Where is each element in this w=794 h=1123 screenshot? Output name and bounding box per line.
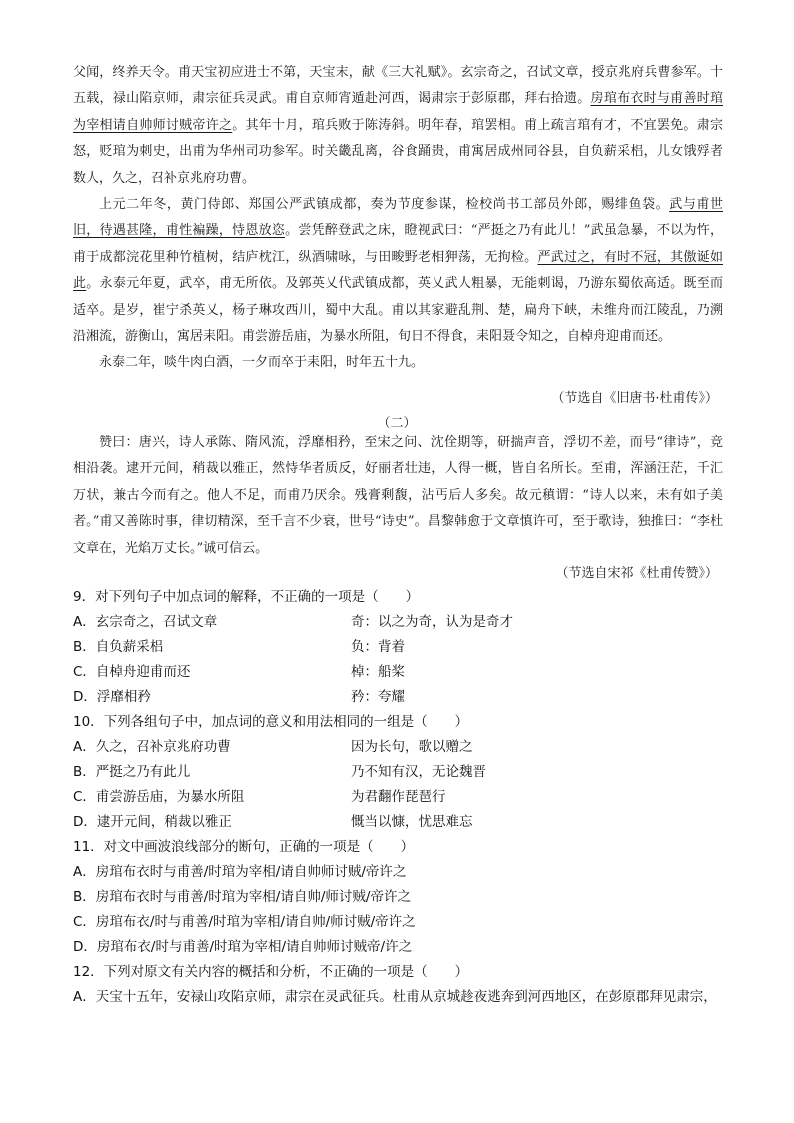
question-9-option-a[interactable]: A．玄宗奇之，召试文章 奇：以之为奇，认为是奇才 (73, 614, 513, 630)
question-9-option-d[interactable]: D．浮靡相矜 矜：夸耀 (73, 689, 405, 705)
question-10-stem: 10．下列各组句子中，加点词的意义和用法相同的一组是（ ） (73, 714, 469, 730)
question-12-stem: 12．下列对原文有关内容的概括和分析，不正确的一项是（ ） (73, 964, 469, 980)
passage-two (73, 430, 723, 562)
underlined-sentence-2: 严武过之，有时不冠，其傲诞如此 (73, 249, 723, 292)
passage-one-paragraph-1: 父闻，终养天令。甫天宝初应进士不第，天宝末，献《三大礼赋》。玄宗奇之，召试文章，授京兆府兵曹参军。十五载，禄山陷京师，肃宗征兵灵武。甫自京师宵遁赴河西，谒肃宗于彭原郡，拜右拾遗。房琯布衣时与甫善时琯为宰相请自帅师讨贼帝许之。其年十月，琯兵败于陈涛斜。明年春，琯罢相。甫上疏言琯有才，不宜罢免。肃宗怒，贬琯为刺史，出甫为华州司功参军。时关畿乱离，谷食踊贵，甫寓居成州同谷县，自负薪采梠，儿女饿殍者数人，久之，召补京兆府功曹。 (73, 65, 723, 186)
passage-one-source: （节选自《旧唐书·杜甫传》） (551, 391, 718, 406)
wavy-underlined-sentence: 房琯布衣时与甫善时琯为宰相请自帅师讨贼帝许之 (73, 91, 723, 133)
question-12-option-a[interactable]: A．天宝十五年，安禄山攻陷京师，肃宗在灵武征兵。杜甫从京城趁夜逃奔到河西地区，在彭原郡拜见肃宗， (73, 989, 717, 1005)
passage-one-paragraph-2: 上元二年冬，黄门侍郎、郑国公严武镇成都，奏为节度参谋，检校尚书工部员外郎，赐绯鱼袋。武与甫世旧，待遇甚隆，甫性褊躁，恃恩放恣。尝凭醉登武之床，瞪视武曰：“严挺之乃有此儿！”武虽急暴，不以为忤，甫于成都浣花里种竹植树，结庐枕江，纵酒啸咏，与田畯野老相狎荡，无拘检。严武过之，有时不冠，其傲诞如此。永泰元年夏，武卒，甫无所依。及郭英乂代武镇成都，英乂武人粗暴，无能刺谒，乃游东蜀依高适。既至而适卒。是岁，崔宁杀英乂，杨子琳攻西川，蜀中大乱。甫以其家避乱荆、楚，扁舟下峡，未维舟而江陵乱，乃溯沿湘流，游衡山，寓居耒阳。甫尝游岳庙，为暴水所阻，旬日不得食，耒阳聂令知之，自棹舟迎甫而还。 (73, 197, 723, 345)
question-11-option-a[interactable]: A．房琯布衣时与甫善/时琯为宰相/请自帅师讨贼/帝许之 (73, 864, 407, 880)
passage-two-source: （节选自宋祁《杜甫传赞》） (555, 566, 718, 581)
question-9-option-c[interactable]: C．自棹舟迎甫而还 棹：船桨 (73, 664, 405, 680)
question-10-option-c[interactable]: C．甫尝游岳庙，为暴水所阻 为君翻作琵琶行 (73, 789, 446, 805)
passage-two-paragraph: 赞曰：唐兴，诗人承陈、隋风流，浮靡相矜，至宋之问、沈佺期等，研揣声音，浮切不差，而号“律诗”，竞相沿袭。逮开元间，稍裁以雅正，然恃华者质反，好丽者壮违，人得一概，皆自名所长。至甫，浑涵汪茫，千汇万状，兼古今而有之。他人不足，而甫乃厌余。残膏剩馥，沾丐后人多矣。故元稹谓：“诗人以来，未有如子美者。”甫又善陈时事，律切精深，至千言不少衰，世号“诗史”。昌黎韩愈于文章慎许可，至于歌诗，独推曰：“李杜文章在，光焰万丈长。”诚可信云。 (73, 435, 723, 556)
question-9-stem: 9．对下列句子中加点词的解释，不正确的一项是（ ） (73, 589, 420, 605)
question-11-option-d[interactable]: D．房琯布衣/时与甫善/时琯为宰相/请自帅师讨贼帝/许之 (73, 939, 413, 955)
question-11-stem: 11．对文中画波浪线部分的断句，正确的一项是（ ） (73, 839, 415, 855)
underlined-sentence-1: 武与甫世旧，待遇甚隆，甫性褊躁，恃恩放恣 (73, 197, 723, 239)
question-9-option-b[interactable]: B．自负薪采梠 负：背着 (73, 639, 405, 655)
question-10-option-b[interactable]: B．严挺之乃有此儿 乃不知有汉，无论魏晋 (73, 764, 486, 780)
question-11-option-b[interactable]: B．房琯布衣时与甫善/时琯为宰相/请自帅/师讨贼/帝许之 (73, 889, 411, 905)
section-two-heading: （二） (377, 416, 417, 431)
passage-one-paragraph-3: 永泰二年，啖牛肉白酒，一夕而卒于耒阳，时年五十九。 (99, 355, 425, 371)
question-10-option-d[interactable]: D．逮开元间，稍裁以雅正 慨当以慷，忧思难忘 (73, 814, 473, 830)
passage-one (73, 60, 723, 377)
question-10-option-a[interactable]: A．久之，召补京兆府功曹 因为长句，歌以赠之 (73, 739, 473, 755)
question-11-option-c[interactable]: C．房琯布衣/时与甫善/时琯为宰相/请自帅/师讨贼/帝许之 (73, 914, 416, 930)
